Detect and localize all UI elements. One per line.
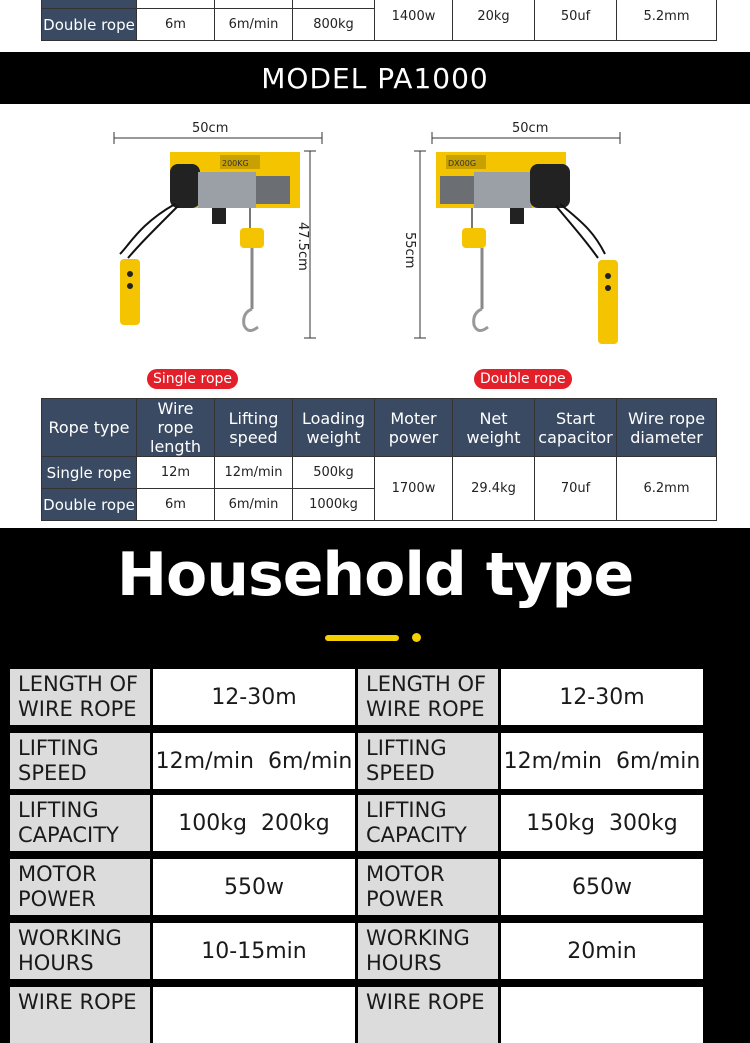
motor-power-value: 1700w [375, 457, 453, 521]
diameter-value: 6.2mm [617, 457, 717, 521]
model-title: MODEL PA1000 [0, 52, 750, 104]
table-row [42, 457, 717, 489]
household-row-lifting-speed [10, 733, 738, 789]
value-right: 650w [501, 859, 703, 915]
single-width-dimension: 50cm [192, 121, 229, 136]
header-moter-power: Moter power [375, 399, 453, 457]
header-wire-rope-length: Wire rope length [137, 399, 215, 457]
label-right: WORKING HOURS [358, 923, 498, 979]
decorative-underline-dot [412, 633, 421, 642]
single-rope-label: Single rope [147, 369, 238, 389]
prev-speed: 6m/min [215, 9, 293, 41]
label-left: LIFTING SPEED [10, 733, 150, 789]
label-right: LENGTH OF WIRE ROPE [358, 669, 498, 725]
household-row-wire-rope [10, 987, 738, 1014]
household-row-wire-length [10, 669, 738, 725]
prev-row-label: Double rope [42, 9, 137, 41]
prev-diameter: 5.2mm [617, 0, 717, 41]
previous-spec-table-strip [0, 0, 750, 52]
label-right: LIFTING CAPACITY [358, 795, 498, 851]
value-right [501, 987, 703, 1043]
label-right: WIRE ROPE [358, 987, 498, 1043]
label-left: WIRE ROPE [10, 987, 150, 1043]
row-rope-type: Single rope [42, 457, 137, 489]
value-left: 10-15min [153, 923, 355, 979]
header-lifting-speed: Lifting speed [215, 399, 293, 457]
value-right: 20min [501, 923, 703, 979]
product-diagram-area [0, 104, 750, 528]
label-right: MOTOR POWER [358, 859, 498, 915]
value-left: 12m/min 6m/min [153, 733, 355, 789]
household-row-motor-power [10, 859, 738, 915]
row-weight: 1000kg [293, 489, 375, 521]
prev-motor-power: 1400w [375, 0, 453, 41]
row-speed: 12m/min [215, 457, 293, 489]
svg-text:DX00G: DX00G [448, 159, 477, 168]
household-row-lifting-capacity [10, 795, 738, 851]
row-rope-type: Double rope [42, 489, 137, 521]
row-length: 12m [137, 457, 215, 489]
label-left: WORKING HOURS [10, 923, 150, 979]
prev-length: 6m [137, 9, 215, 41]
svg-text:200KG: 200KG [222, 159, 249, 168]
value-left: 550w [153, 859, 355, 915]
value-left: 12-30m [153, 669, 355, 725]
spec-header-row [42, 399, 717, 457]
row-speed: 6m/min [215, 489, 293, 521]
double-rope-label: Double rope [474, 369, 572, 389]
double-height-dimension: 55cm [402, 232, 417, 269]
prev-weight: 800kg [293, 9, 375, 41]
value-right: 150kg 300kg [501, 795, 703, 851]
value-right: 12-30m [501, 669, 703, 725]
double-rope-hoist-illustration [410, 124, 650, 374]
decorative-underline-bar [325, 635, 399, 641]
double-width-dimension: 50cm [512, 121, 549, 136]
prev-net-weight: 20kg [453, 0, 535, 41]
value-left [153, 987, 355, 1043]
prev-capacitor: 50uf [535, 0, 617, 41]
household-type-title: Household type [116, 540, 634, 610]
header-start-capacitor: Start capacitor [535, 399, 617, 457]
label-left: MOTOR POWER [10, 859, 150, 915]
header-rope-type: Rope type [42, 399, 137, 457]
value-left: 100kg 200kg [153, 795, 355, 851]
pa1000-spec-table [41, 398, 717, 521]
header-net-weight: Net weight [453, 399, 535, 457]
previous-spec-table [41, 0, 717, 41]
capacitor-value: 70uf [535, 457, 617, 521]
net-weight-value: 29.4kg [453, 457, 535, 521]
value-right: 12m/min 6m/min [501, 733, 703, 789]
single-height-dimension: 47.5cm [295, 222, 310, 271]
label-left: LENGTH OF WIRE ROPE [10, 669, 150, 725]
header-wire-rope-diameter: Wire rope diameter [617, 399, 717, 457]
label-left: LIFTING CAPACITY [10, 795, 150, 851]
label-right: LIFTING SPEED [358, 733, 498, 789]
header-loading-weight: Loading weight [293, 399, 375, 457]
row-weight: 500kg [293, 457, 375, 489]
row-length: 6m [137, 489, 215, 521]
household-row-working-hours [10, 923, 738, 979]
